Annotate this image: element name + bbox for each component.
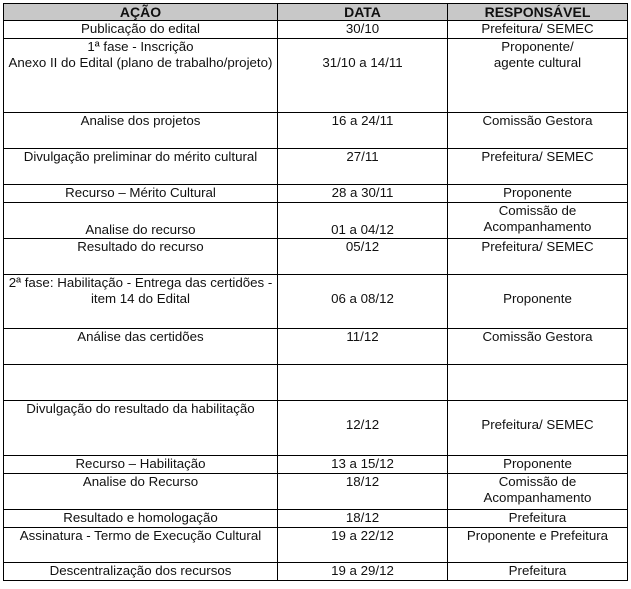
table-row-empty xyxy=(4,365,628,401)
cell-acao: 2ª fase: Habilitação - Entrega das certidões - item 14 do Edital xyxy=(4,275,278,329)
schedule-table xyxy=(3,3,628,581)
table-row xyxy=(4,149,628,185)
cell-acao: Recurso – Habilitação xyxy=(4,456,278,474)
table-row xyxy=(4,275,628,329)
cell-acao: Resultado do recurso xyxy=(4,239,278,275)
cell-responsavel: Proponente xyxy=(448,275,628,329)
cell-acao: Analise do recurso xyxy=(4,203,278,239)
cell-responsavel xyxy=(448,365,628,401)
table-row xyxy=(4,21,628,39)
cell-data: 01 a 04/12 xyxy=(278,203,448,239)
table-row xyxy=(4,239,628,275)
cell-data: 16 a 24/11 xyxy=(278,113,448,149)
cell-responsavel: Proponente xyxy=(448,456,628,474)
cell-responsavel: Comissão de Acompanhamento xyxy=(448,474,628,510)
cell-data: 06 a 08/12 xyxy=(278,275,448,329)
cell-responsavel: Prefeitura/ SEMEC xyxy=(448,401,628,456)
table-row xyxy=(4,456,628,474)
table-row xyxy=(4,203,628,239)
cell-acao: 1ª fase - Inscrição Anexo II do Edital (plano de trabalho/projeto) xyxy=(4,39,278,113)
cell-acao: Divulgação preliminar do mérito cultural xyxy=(4,149,278,185)
table-row xyxy=(4,329,628,365)
cell-responsavel: Comissão Gestora xyxy=(448,113,628,149)
cell-data: 27/11 xyxy=(278,149,448,185)
cell-acao: Resultado e homologação xyxy=(4,510,278,528)
cell-acao: Recurso – Mérito Cultural xyxy=(4,185,278,203)
header-row xyxy=(4,4,628,21)
cell-acao: Análise das certidões xyxy=(4,329,278,365)
cell-acao: Analise dos projetos xyxy=(4,113,278,149)
table-row xyxy=(4,185,628,203)
cell-data: 18/12 xyxy=(278,510,448,528)
cell-data: 05/12 xyxy=(278,239,448,275)
cell-data: 31/10 a 14/11 xyxy=(278,39,448,113)
cell-acao: Descentralização dos recursos xyxy=(4,563,278,581)
table-row xyxy=(4,563,628,581)
header-data: DATA xyxy=(278,4,448,21)
header-responsavel: RESPONSÁVEL xyxy=(448,4,628,21)
table-row xyxy=(4,113,628,149)
cell-responsavel: Prefeitura/ SEMEC xyxy=(448,149,628,185)
table-row xyxy=(4,528,628,563)
cell-data: 28 a 30/11 xyxy=(278,185,448,203)
cell-data: 13 a 15/12 xyxy=(278,456,448,474)
cell-acao xyxy=(4,365,278,401)
cell-responsavel: Prefeitura/ SEMEC xyxy=(448,239,628,275)
table-row xyxy=(4,510,628,528)
cell-data: 30/10 xyxy=(278,21,448,39)
cell-responsavel: Comissão Gestora xyxy=(448,329,628,365)
cell-data: 12/12 xyxy=(278,401,448,456)
cell-data: 19 a 29/12 xyxy=(278,563,448,581)
cell-acao: Publicação do edital xyxy=(4,21,278,39)
cell-acao: Assinatura - Termo de Execução Cultural xyxy=(4,528,278,563)
cell-responsavel: Prefeitura/ SEMEC xyxy=(448,21,628,39)
cell-responsavel: Prefeitura xyxy=(448,510,628,528)
cell-responsavel: Proponente xyxy=(448,185,628,203)
cell-responsavel: Proponente/ agente cultural xyxy=(448,39,628,113)
cell-acao: Divulgação do resultado da habilitação xyxy=(4,401,278,456)
cell-responsavel: Proponente e Prefeitura xyxy=(448,528,628,563)
header-acao: AÇÃO xyxy=(4,4,278,21)
cell-responsavel: Comissão de Acompanhamento xyxy=(448,203,628,239)
cell-data: 18/12 xyxy=(278,474,448,510)
cell-responsavel: Prefeitura xyxy=(448,563,628,581)
cell-data xyxy=(278,365,448,401)
cell-data: 19 a 22/12 xyxy=(278,528,448,563)
table-row xyxy=(4,401,628,456)
cell-acao: Analise do Recurso xyxy=(4,474,278,510)
table-row xyxy=(4,474,628,510)
cell-data: 11/12 xyxy=(278,329,448,365)
table-row xyxy=(4,39,628,113)
